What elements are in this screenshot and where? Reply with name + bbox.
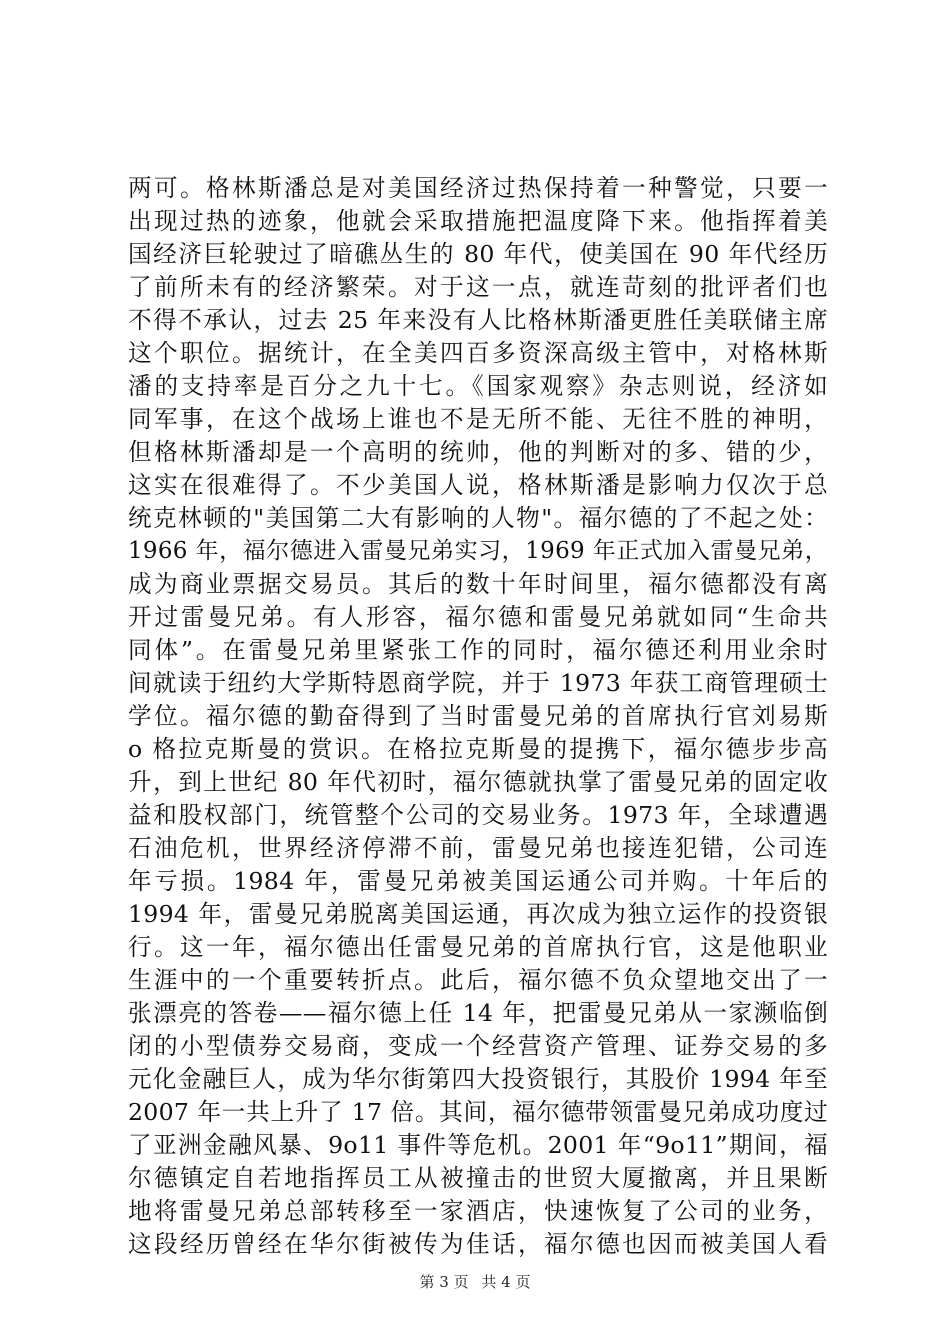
page-total: 共 4 页	[481, 1273, 531, 1291]
text-line: 地将雷曼兄弟总部转移至一家酒店，快速恢复了公司的业务，	[128, 1197, 828, 1225]
text-line: 这实在很难得了。不少美国人说，格林斯潘是影响力仅次于总	[128, 471, 828, 499]
text-line: 升，到上世纪 80 年代初时，福尔德就执掌了雷曼兄弟的固定收	[128, 768, 828, 796]
text-line: 了亚洲金融风暴、9o11 事件等危机。2001 年“9o11”期间，福	[128, 1131, 828, 1159]
text-line: 两可。格林斯潘总是对美国经济过热保持着一种警觉，只要一	[128, 174, 828, 202]
text-line: 潘的支持率是百分之九十七。《国家观察》杂志则说，经济如	[128, 372, 828, 400]
text-line: o 格拉克斯曼的赏识。在格拉克斯曼的提携下，福尔德步步高	[128, 735, 828, 763]
text-line: 成为商业票据交易员。其后的数十年时间里，福尔德都没有离	[128, 570, 828, 598]
text-line: 尔德镇定自若地指挥员工从被撞击的世贸大厦撤离，并且果断	[128, 1164, 828, 1192]
text-line: 元化金融巨人，成为华尔街第四大投资银行，其股价 1994 年至	[128, 1065, 828, 1093]
text-line: 国经济巨轮驶过了暗礁丛生的 80 年代，使美国在 90 年代经历	[128, 240, 828, 268]
text-line: 学位。福尔德的勤奋得到了当时雷曼兄弟的首席执行官刘易斯	[128, 702, 828, 730]
text-line: 张漂亮的答卷——福尔德上任 14 年，把雷曼兄弟从一家濒临倒	[128, 999, 828, 1027]
text-line: 闭的小型债券交易商，变成一个经营资产管理、证券交易的多	[128, 1032, 828, 1060]
body-text	[128, 172, 828, 1261]
text-line: 年亏损。1984 年，雷曼兄弟被美国运通公司并购。十年后的	[128, 867, 828, 895]
text-line: 统克林顿的"美国第二大有影响的人物"。福尔德的了不起之处：	[128, 504, 828, 532]
text-line: 间就读于纽约大学斯特恩商学院，并于 1973 年获工商管理硕士	[128, 669, 828, 697]
text-line: 不得不承认，过去 25 年来没有人比格林斯潘更胜任美联储主席	[128, 306, 828, 334]
text-line: 开过雷曼兄弟。有人形容，福尔德和雷曼兄弟就如同“生命共	[128, 603, 828, 631]
text-line: 这段经历曾经在华尔街被传为佳话，福尔德也因而被美国人看	[128, 1230, 828, 1258]
page-number: 第 3 页	[419, 1273, 469, 1291]
text-line: 了前所未有的经济繁荣。对于这一点，就连苛刻的批评者们也	[128, 273, 828, 301]
text-line: 2007 年一共上升了 17 倍。其间，福尔德带领雷曼兄弟成功度过	[128, 1098, 828, 1126]
text-line: 同军事，在这个战场上谁也不是无所不能、无往不胜的神明，	[128, 405, 828, 433]
text-line: 行。这一年，福尔德出任雷曼兄弟的首席执行官，这是他职业	[128, 933, 828, 961]
text-line: 这个职位。据统计，在全美四百多资深高级主管中，对格林斯	[128, 339, 828, 367]
text-line: 石油危机，世界经济停滞不前，雷曼兄弟也接连犯错，公司连	[128, 834, 828, 862]
text-line: 益和股权部门，统管整个公司的交易业务。1973 年，全球遭遇	[128, 801, 828, 829]
text-line: 出现过热的迹象，他就会采取措施把温度降下来。他指挥着美	[128, 207, 828, 235]
page-footer	[0, 1272, 950, 1292]
text-line: 同体”。在雷曼兄弟里紧张工作的同时，福尔德还利用业余时	[128, 636, 828, 664]
text-line: 1994 年，雷曼兄弟脱离美国运通，再次成为独立运作的投资银	[128, 900, 828, 928]
text-line: 生涯中的一个重要转折点。此后，福尔德不负众望地交出了一	[128, 966, 828, 994]
text-line: 1966 年，福尔德进入雷曼兄弟实习，1969 年正式加入雷曼兄弟，	[128, 538, 828, 564]
text-line: 但格林斯潘却是一个高明的统帅，他的判断对的多、错的少，	[128, 438, 828, 466]
